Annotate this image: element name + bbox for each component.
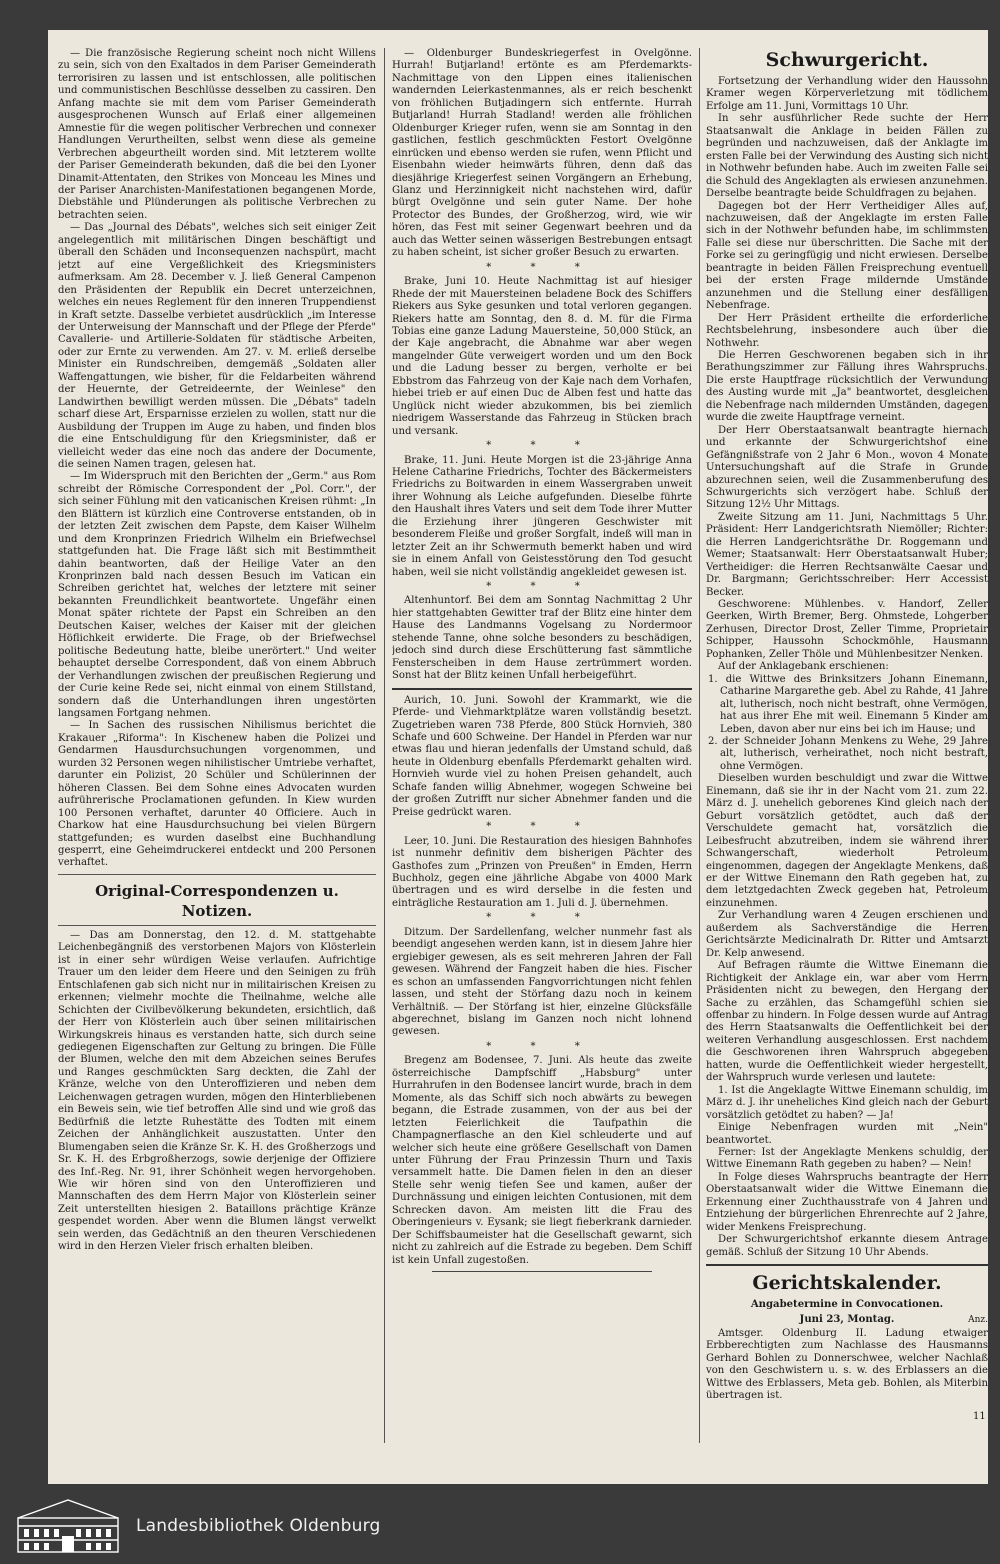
article-funeral-kloesterlein: — Das am Donnerstag, den 12. d. M. stattgehabte Leichenbegängniß des verstorbenen Majors von Klösterlein ist in einer sehr würdigen Weise verlaufen. Aufrichtige Trauer um den leider dem Heere und den Seinigen zu früh Entschlafenen gab sich nicht nur in militairischen Kreisen zu erkennen; vielmehr mochte die Theilnahme, welche alle Schichten der Civilbevölkerung bekundeten, ersichtlich, daß der Herr von Klösterlein auch über seinen militairischen Wirkungskreis hinaus es verstanden hatte, sich durch seine gediegenen Eigenschaften zur Geltung zu bringen. Die Fülle der Blumen, welche den mit dem Abzeichen seines Berufes und Ranges geschmückten Sarg deckten, die Zahl der Kränze, welche von den Unteroffizieren und neben dem Leichenwagen getragen wurden, mögen den Hinterbliebenen ein Beweis sein, wie tief betroffen Alle sind und wie groß das Bedürfniß die letzte Ruhestätte des Todten mit einem Zeichen der Anhänglichkeit auszustatten. Unter den Blumengaben seien die Kränze Sr. K. H. des Großherzogs und Sr. K. H. des Erbgroßherzogs, sowie derjenige der Offiziere des Inf.-Reg. Nr. 91, ihrer Schönheit wegen hervorgehoben. Wie wir hören sind von den Unteroffizieren und Mannschaften des dem Herrn Major von Klösterlein seiner Zeit unterstellten hiesigen 2. Bataillons prächtige Kränze gespendet worden. Aber wenn die Blumen längst verwelkt sein werden, das Gedächtniß an den theuren Verschiedenen wird in den Herzen Vieler frisch erhalten bleiben. bbox=[58, 929, 376, 1253]
article-aurich-market: Aurich, 10. Juni. Sowohl der Krammarkt, wie die Pferde- und Viehmarktplätze waren vollständig besetzt. Zugetrieben waren 738 Pferde, 800 Stück Hornvieh, 380 Schafe und 600 Schweine. Der Handel in Pferden war nur etwas flau und hieran jedenfalls der Umstand schuld, daß heute in Oldenburg ebenfalls Pferdemarkt gehalten wird. Hornvieh wurde viel zu hohen Preisen gehandelt, auch Schafe fanden willig Abnehmer, wogegen Schweine bei der großen Zutrifft nur sicher Abnehmer fanden und die Preise gedrückt waren. bbox=[392, 694, 692, 818]
article-bregenz-ship: Bregenz am Bodensee, 7. Juni. Als heute das zweite österreichische Dampfschiff „Habsburg" unter Hurrahrufen in den Bodensee lancirt wurde, brach in dem Momente, als das Schiff sich noch abwärts zu bewegen begann, die Estrade zusammen, von der aus bei der letzten Feierlichkeit die Taufpathin die Champagnerflasche an den Kiel schleuderte und auf welcher sich heute eine größere Gesellschaft von Damen unter Führung der Frau Prinzessin Thurn und Taxis versammelt hatte. Die Damen fielen in den an dieser Stelle sehr wenig tiefen See und kamen, außer der Durchnässung und einigen leichten Contusionen, mit dem Schrecken davon. Am meisten litt die Frau des Oberingenieurs v. Eysank; sie liegt fieberkrank darnieder. Der Schiffsbaumeister hat die Gesellschaft gewarnt, sich nicht zu zahlreich auf die Estrade zu begeben. Dem Schiff ist kein Unfall zugestoßen. bbox=[392, 1055, 692, 1266]
court-second-session: Zweite Sitzung am 11. Juni, Nachmittags 5 Uhr. Präsident: Herr Landgerichtsrath Niemöller; Richter: die Herren Landgerichtsräthe Dr. Roggemann und Wemer; Staatsanwalt: Herr Oberstaatsanwalt Huber; Vertheidiger: die Herren Rechtsanwälte Caesar und Dr. Bargmann; Gerichtsschreiber: Herr Accessist Becker. bbox=[706, 511, 988, 598]
section-divider bbox=[58, 925, 376, 926]
article-french-government: — Die französische Regierung scheint noch nicht Willens zu sein, sich von den Exaltados in dem Pariser Gemeinderath terrorisiren zu lassen und ist entschlossen, alle politischen und communistischen Beschlüsse desselben zu cassiren. Den Anfang machte sie mit dem vom Pariser Gemeinderath ausgesprochenen Wunsch auf Erlaß einer allgemeinen Amnestie für die wegen politischer Verbrechen und connexer Handlungen Verurtheilten, selbst wenn diese als gemeine Verbrechen abgeurtheilt worden sind. Mit letzterem wollte der Pariser Gemeinderath bekunden, daß die bei den Lyoner Dinamit-Attentaten, den Strikes von Monceau les Mines und der Pariser Anarchisten-Manifestationen begangenen Morde, Diebstähle und Plünderungen als politische Verbrechen zu betrachten seien. bbox=[58, 48, 376, 221]
article-russian-nihilism: — In Sachen des russischen Nihilismus berichtet die Krakauer „Riforma": In Kischenew haben die Polizei und Gendarmen Hausdurchsuchungen vorgenommen, und wurden 32 Personen wegen nihilistischer Umtriebe verhaftet, darunter ein Polizist, 20 Schüler und Schülerinnen der höheren Classen. Bei dem Sohne eines Advocaten wurden aufrührerische Proclamationen gefunden. In Kiew wurden 100 Personen verhaftet, darunter 40 Officiere. Auch in Charkow hat eine Hausdurchsuchung bei vielen Bürgern stattgefunden; es wurden daselbst eine Buchhandlung gesperrt, eine Geheimdruckerei entdeckt und 200 Personen verhaftet. bbox=[58, 720, 376, 869]
court-intro: Fortsetzung der Verhandlung wider den Haussohn Kramer wegen Körperverletzung mit tödlichem Erfolge am 11. Juni, Vormittags 10 Uhr. bbox=[706, 76, 988, 112]
court-sentence: Der Herr Oberstaatsanwalt beantragte hiernach und erkannte der Schwurgerichtshof eine Gefängnißstrafe von 2 Jahr 6 Mon., wovon 4 Monate Untersuchungshaft auf die Strafe in Grunde abzurechnen seien, weil die Zusammenberufung des Schwurgerichts sich verzögert habe. Schluß der Sitzung 12½ Uhr Mittags. bbox=[706, 424, 988, 511]
separator-stars: * * * bbox=[486, 1040, 598, 1052]
separator-stars: * * * bbox=[486, 581, 598, 593]
footer-library-name: Landesbibliothek Oldenburg bbox=[136, 1516, 381, 1536]
court-closing: Der Schwurgerichtshof erkannte diesem Antrage gemäß. Schluß der Sitzung 10 Uhr Abends. bbox=[706, 1234, 988, 1258]
section-divider bbox=[392, 688, 692, 690]
article-leer-restaurant: Leer, 10. Juni. Die Restauration des hiesigen Bahnhofes ist nunmehr definitiv dem bisherigen Pächter des Gasthofes zum „Prinzen von Preußen" in Emden, Herrn Buchholz, gegen eine jährliche Abgabe von 4000 Mark übertragen und es wird derselbe in die festen und einträgliche Restauration am 1. Juli d. J. übernehmen. bbox=[392, 835, 692, 909]
court-witnesses: Zur Verhandlung waren 4 Zeugen erschienen und außerdem als Sachverständige die Herren Gerichtsärzte Medicinalrath Dr. Ritter und Amtsarzt Dr. Kelp anwesend. bbox=[706, 910, 988, 959]
library-building-icon bbox=[14, 1496, 122, 1554]
calendar-date-text: Juni 23, Montag. bbox=[799, 1313, 895, 1325]
page-number: 11 bbox=[973, 1411, 986, 1422]
court-verdict-2: Ferner: Ist der Angeklagte Menkens schuldig, der Wittwe Einemann Rath gegeben zu haben? — Nein! bbox=[706, 1146, 988, 1171]
column-divider bbox=[699, 48, 700, 1443]
column-divider bbox=[384, 48, 385, 1443]
court-defense: Dagegen bot der Herr Vertheidiger Alles auf, nachzuweisen, daß der Angeklagte im ersten Falle sich in der Nothwehr befunden habe, im schlimmsten Falle sei diese nur überschritten. Die Sache mit der Forke sei zu geringfügig und nicht erwiesen. Derselbe beantragte in beiden Fällen Freisprechung eventuell bei der ersten Frage mildernde Umstände anzunehmen und die Stellung einer desfälligen Nebenfrage. bbox=[706, 200, 988, 312]
article-kriegerfest-ovelgoenne: — Oldenburger Bundeskriegerfest in Ovelgönne. Hurrah! Butjarland! ertönte es am Pferdemarkts-Nachmittage von den Lippen eines italienischen wandernden Leierkastenmannes, als er reich beschenkt von fröhlichen Butjadingern sich entfernte. Hurrah Butjarland! Hurrah Stadland! werden alle fröhlichen Oldenburger Krieger rufen, wenn sie am Sonntag in den gastlichen, festlich geschmückten Festort Ovelgönne einrücken und ebenso werden sie rufen, wenn Pflicht und Eisenbahn wieder heimwärts führen, denn daß das diesjährige Kriegerfest seinen Vorgängern an Erhebung, Glanz und Herzinnigkeit nicht nachstehen wird, dafür bürgt Ovelgönne und sein guter Name. Der hohe Protector des Bundes, der Großherzog, wird, wie wir hören, das Fest mit seiner Gegenwart beehren und da auch das Wetter seinen wässerigen Bestrebungen entsagt zu haben scheint, ist sicher großer Besuch zu erwarten. bbox=[392, 48, 692, 259]
article-journal-des-debats: — Das „Journal des Débats", welches sich seit einiger Zeit angelegentlich mit militärischen Dingen beschäftigt und überall den Schäden und Inconsequenzen nachspürt, macht jetzt auf eine Vergeßlichkeit des Kriegsministers aufmerksam. Am 28. December v. J. ließ General Campenon den Präsidenten der Republik ein Decret unterzeichnen, welches ein neues Reglement für den inneren Truppendienst in Kraft setzte. Dasselbe verbietet ausdrücklich „im Interesse der Unterweisung der Mannschaft und der Pflege der Pferde" Cavallerie- und Artillerie-Soldaten für städtische Arbeiten, oder zur Ernte zu verwenden. Am 27. v. M. erließ derselbe Minister ein Rundschreiben, demgemäß „Soldaten aller Waffengattungen, wie bisher, für die Feldarbeiten während der Heuernte, der Getreideernte, der Weinlese" den Landwirthen bewilligt werden müssen. Die „Débats" tadeln scharf diese Art, Ersparnisse erzielen zu wollen, statt nur die Ausbildung der Truppen im Auge zu haben, und finden blos die eine Entschuldigung für den Kriegsminister, daß er vielleicht weder das eine noch das andere der Documente, die seinen Namen tragen, gelesen hat. bbox=[58, 222, 376, 470]
column-middle bbox=[392, 48, 692, 1448]
court-prosecutor: In sehr ausführlicher Rede suchte der Herr Staatsanwalt die Anklage in beiden Fällen zu begründen und nachzuweisen, daß der Anklagte im ersten Falle bei der Verwindung des Austing sich nicht in Nothwehr befunden habe. Auch im zweiten Falle sei die Schuld des Angeklagten als erwiesen anzunehmen. Derselbe beantragte beide Schuldfragen zu bejahen. bbox=[706, 113, 988, 200]
newspaper-page bbox=[48, 30, 988, 1484]
court-defendant-2: 2. der Schneider Johann Menkens zu Wehe, 29 Jahre alt, lutherisch, verheirathet, noch nicht bestraft, ohne Vermögen. bbox=[708, 736, 988, 772]
separator-stars: * * * bbox=[486, 440, 598, 452]
section-heading-correspondence: Original-Correspondenzen u. Notizen. bbox=[95, 881, 339, 920]
article-brake-drowning: Brake, 11. Juni. Heute Morgen ist die 23-jährige Anna Helene Catharine Friedrichs, Tochter des Bäckermeisters Friedrichs zu Boitwarden in einem Wassergraben unweit ihrer Wohnung als Leiche aufgefunden. Dieselbe führte den Haushalt ihres Vaters und seit dem Tode ihrer Mutter die Erziehung ihrer jüngeren Geschwister mit besonderem Fleiße und großer Sorgfalt, indeß will man in letzter Zeit an ihr Schwermuth bemerkt haben und wird sie in einem Anfall von Geistesstörung den Tod gesucht haben, weil sie nicht vollständig angekleidet gewesen ist. bbox=[392, 454, 692, 578]
article-pope-correspondence: — Im Widerspruch mit den Berichten der „Germ." aus Rom schreibt der Römische Correspondent der „Pol. Corr.", der sich seiner Fühlung mit den vaticanischen Kreisen rühmt: „In den Blättern ist kürzlich eine Controverse entstanden, ob in der letzten Zeit zwischen dem Papste, dem Kaiser Wilhelm und dem Kronprinzen Friedrich Wilhelm ein Briefwechsel stattgefunden hat. Die Frage läßt sich mit Bestimmtheit dahin beantworten, daß der Heilige Vater an den Kronprinzen bald nach dessen Besuch im Vatican ein Schreiben gerichtet hat, welches der letztere mit seiner bekannten Freundlichkeit beantwortete. Ungefähr einen Monat später richtete der Papst ein Schreiben an den Deutschen Kaiser, welches der Kaiser mit der gleichen Höflichkeit erwiderte. Die Frage, ob der Briefwechsel politische Bedeutung hatte, bleibe unerörtert." Und weiter behauptet derselbe Correspondent, daß von einem Abbruch der Verhandlungen zwischen der preußischen Regierung und der Curie keine Rede sei, nicht einmal von einem Stillstand, sondern daß die Unterhandlungen ihren ungestörten langsamen Fortgang nehmen. bbox=[58, 471, 376, 720]
article-brake-ship: Brake, Juni 10. Heute Nachmittag ist auf hiesiger Rhede der mit Mauersteinen beladene Bock des Schiffers Riekers aus Syke gesunken und total verloren gegangen. Riekers hatte am Sonntag, den 8. d. M. für die Firma Tobias eine ganze Ladung Mauersteine, 50,000 Stück, an der Kaje angebracht, die Abnahme war aber wegen mangelnder Güte verweigert worden und um den Bock und die Ladung besser zu bergen, verholte er bei Ebbstrom das Fahrzeug von der Kaje nach dem Vorhafen, hiebei trieb er auf einen Duc de Alben fest und hatte das Unglück nicht wieder abzukommen, bis bei ziemlich niedrigem Wasserstande das Fahrzeug in Stücken brach und versank. bbox=[392, 276, 692, 437]
section-heading-schwurgericht: Schwurgericht. bbox=[765, 49, 929, 71]
court-verdict-1: 1. Ist die Angeklagte Wittwe Einemann schuldig, im März d. J. ihr uneheliches Kind gleich nach der Geburt vorsätzlich getödtet zu haben? — Ja! bbox=[706, 1084, 988, 1121]
column-left bbox=[58, 48, 376, 1448]
court-verdict-side: Einige Nebenfragen wurden mit „Nein" beantwortet. bbox=[706, 1122, 988, 1146]
separator-stars: * * * bbox=[486, 912, 598, 924]
section-divider bbox=[58, 874, 376, 875]
calendar-date bbox=[706, 1314, 988, 1326]
calendar-subheading: Angabetermine in Convocationen. bbox=[750, 1299, 944, 1311]
section-heading-gerichtskalender: Gerichtskalender. bbox=[752, 1272, 942, 1295]
article-altenhuntorf: Altenhuntorf. Bei dem am Sonntag Nachmittag 2 Uhr hier stattgehabten Gewitter traf der Blitz eine hinter dem Hause des Landmanns Vogelsang zu Nordermoor stehende Tanne, ohne solche besonders zu beschädigen, jedoch sind durch diese Erschütterung fast sämmtliche Fensterscheiben in dem Hause zertrümmert worden. Sonst hat der Blitz keinen Unfall herbeigeführt. bbox=[392, 595, 692, 682]
court-jury: Die Herren Geschworenen begaben sich in ihr Berathungszimmer zur Fällung ihres Wahrspruchs. Die erste Hauptfrage rücksichtlich der Verwundung des Austing wurde mit „Ja" beantwortet, desgleichen die Nebenfrage nach mildernden Umständen, dagegen wurde die zweite Hauptfrage verneint. bbox=[706, 349, 988, 424]
separator-stars: * * * bbox=[486, 821, 598, 833]
section-divider bbox=[706, 1264, 988, 1266]
section-divider bbox=[432, 1271, 652, 1272]
court-defendants-intro: Auf der Anklagebank erschienen: bbox=[718, 661, 889, 673]
court-defendant-1: 1. die Wittwe des Brinksitzers Johann Einemann, Catharine Margarethe geb. Abel zu Rahde, 41 Jahre alt, lutherisch, noch nicht bestraft, ohne Vermögen, hat aus ihrer Ehe mit weil. Einemann 5 Kinder am Leben, davon aber nur eins bei ich im Hause; und bbox=[708, 673, 988, 735]
court-questioning: Auf Befragen räumte die Wittwe Einemann die Richtigkeit der Anklage ein, war aber vom Herrn Präsidenten nicht zu bewegen, den Hergang der Sache zu erzählen, das Schamgefühl schien sie offenbar zu hindern. In Folge dessen wurde auf Antrag des Herrn Staatsanwalts die Oeffentlichkeit bei der weiteren Verhandlung ausgeschlossen. Erst nachdem die Geschworenen ihren Wahrspruch abgegeben hatten, wurde die Oeffentlichkeit wieder hergestellt, der Wahrspruch wurde verlesen und lautete: bbox=[706, 960, 988, 1084]
article-ditzum-fishing: Ditzum. Der Sardellenfang, welcher nunmehr fast als beendigt angesehen werden kann, ist in diesem Jahre hier ergiebiger gewesen, als es seit mehreren Jahren der Fall gewesen. Während der Fangzeit haben die hies. Fischer es schon an umfassenden Fangvorrichtungen nicht fehlen lassen, und steht der Störfang dazu noch in keinem Verhältniß. — Der Störfang ist hier, einzelne Glücksfälle abgerechnet, bislang im Ganzen noch nicht lohnend gewesen. bbox=[392, 926, 692, 1038]
court-motion: In Folge dieses Wahrspruchs beantragte der Herr Oberstaatsanwalt wider die Wittwe Einemann die Erkennung einer Zuchthausstrafe von 4 Jahren und Entziehung der bürgerlichen Ehrenrechte auf 2 Jahre, wider Menkens Freisprechung. bbox=[706, 1171, 988, 1233]
separator-stars: * * * bbox=[486, 261, 598, 273]
court-charges: Dieselben wurden beschuldigt und zwar die Wittwe Einemann, daß sie ihr in der Nacht vom 21. zum 22. März d. J. unehelich geborenes Kind gleich nach der Geburt vorsätzlich getödtet, auch daß der Verschuldete gemacht hat, vorsätzlich die Leibesfrucht abzutreiben, indem sie während ihrer Schwangerschaft, wiederholt Petroleum eingenommen, dagegen der Angeklagte Menkens, daß er der Wittwe Einemann den Rath gegeben hat, zu dem letztgedachten Zweck gegeben hat, Petroleum einzunehmen. bbox=[706, 773, 988, 909]
calendar-date-side: Anz. bbox=[968, 1314, 988, 1325]
column-right bbox=[706, 48, 988, 1448]
calendar-entry: Amtsger. Oldenburg II. Ladung etwaiger Erbberechtigten zum Nachlasse des Hausmanns Gerhard Bohlen zu Donnerschwee, welcher Nachlaß von den Geschwistern u. s. w. des Erblassers an die Wittwe des Erblassers, Meta geb. Bohlen, als Miterbin übertragen ist. bbox=[706, 1327, 988, 1402]
court-president: Der Herr Präsident ertheilte die erforderliche Rechtsbelehrung, insbesondere auch über die Nothwehr. bbox=[706, 312, 988, 349]
court-jurors: Geschworene: Mühlenbes. v. Handorf, Zeller Geerken, Wirth Bremer, Berg. Ohmstede, Lohgerber Zerhusen, Director Drost, Zeller Timme, Proprietair Schipper, Haussohn Schockmöhle, Hausmann Pophanken, Zeller Thöle und Mühlenbesitzer Nenken. bbox=[706, 599, 988, 660]
